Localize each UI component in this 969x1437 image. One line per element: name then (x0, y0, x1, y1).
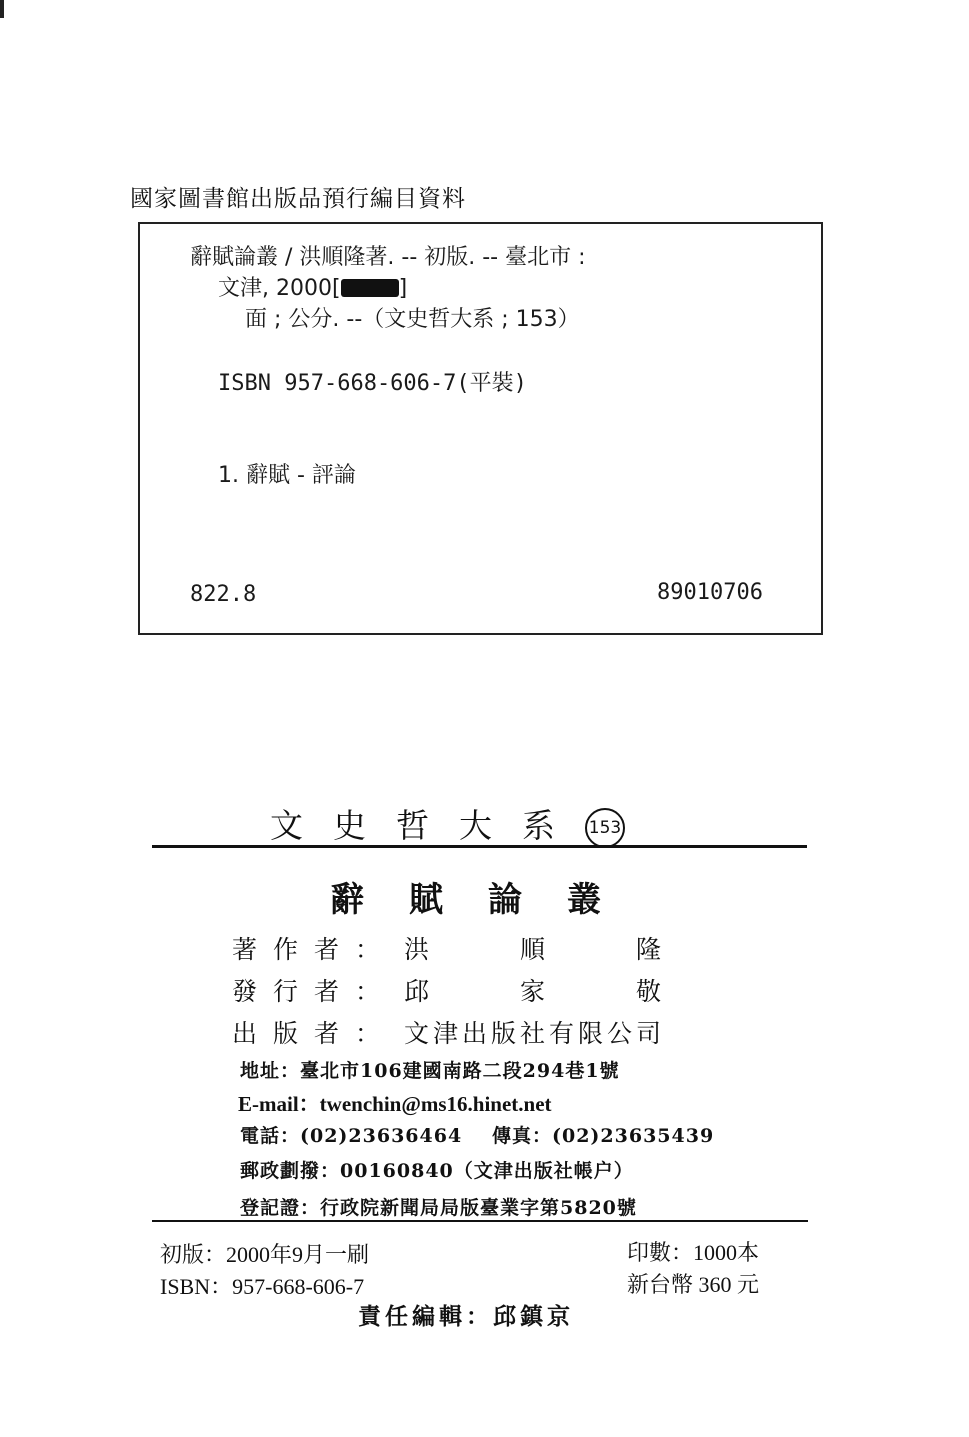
cip-physical-line: 面 ; 公分. --（文史哲大系 ; 153） (245, 307, 580, 332)
scan-edge-mark (0, 0, 4, 18)
cip-publisher-line (218, 271, 407, 302)
postal-account: 郵政劃撥：00160840（文津出版社帳户） (240, 1160, 634, 1182)
series-name: 文史哲大系 (270, 806, 585, 845)
publisher-email: E-mail：twenchin@ms16.hinet.net (238, 1092, 552, 1116)
registration-number: 登記證：行政院新聞局局版臺業字第5820號 (240, 1197, 637, 1219)
responsible-editor: 責任編輯：邱鎮京 (358, 1304, 574, 1330)
credit-label: 著作者： (232, 935, 397, 964)
price: 新台幣 360 元 (627, 1272, 760, 1297)
series-title (270, 800, 625, 848)
edition-isbn: ISBN：957-668-606-7 (160, 1274, 365, 1299)
top-rule (152, 845, 807, 848)
series-number-badge: 153 (585, 808, 625, 848)
first-edition-date: 初版：2000年9月一刷 (160, 1242, 370, 1267)
cip-isbn-line: ISBN 957-668-606-7(平裝) (218, 371, 527, 396)
cip-class-number: 822.8 (190, 582, 257, 607)
publisher-address: 地址：臺北市106建國南路二段294巷1號 (240, 1060, 620, 1082)
cip-publisher-text: 文津, 2000[ (218, 276, 341, 301)
publisher-fax: 傳真：(02)23635439 (492, 1125, 715, 1147)
bottom-rule (152, 1220, 808, 1222)
credit-label: 發行者： (232, 977, 397, 1006)
cip-subject-line: 1. 辭賦 - 評論 (218, 463, 356, 488)
book-title: 辭賦論叢 (330, 880, 646, 920)
cip-title-line: 辭賦論叢 / 洪順隆著. -- 初版. -- 臺北市 : (190, 245, 586, 270)
cip-heading: 國家圖書館出版品預行編目資料 (130, 186, 466, 212)
cip-publisher-close: ] (398, 276, 408, 301)
credit-value: 邱 家 敬 (404, 977, 666, 1006)
credit-issuer (232, 972, 665, 1008)
publisher-phone: 電話：(02)23636464 (240, 1125, 463, 1147)
cip-record-number: 89010706 (657, 580, 763, 605)
redaction-mark (341, 279, 399, 297)
credit-publisher (232, 1014, 665, 1050)
credit-value: 洪 順 隆 (404, 935, 666, 964)
credit-value: 文津出版社有限公司 (404, 1019, 666, 1048)
credit-label: 出版者： (232, 1019, 397, 1048)
print-run: 印數：1000本 (627, 1240, 760, 1265)
credit-author (232, 930, 665, 966)
